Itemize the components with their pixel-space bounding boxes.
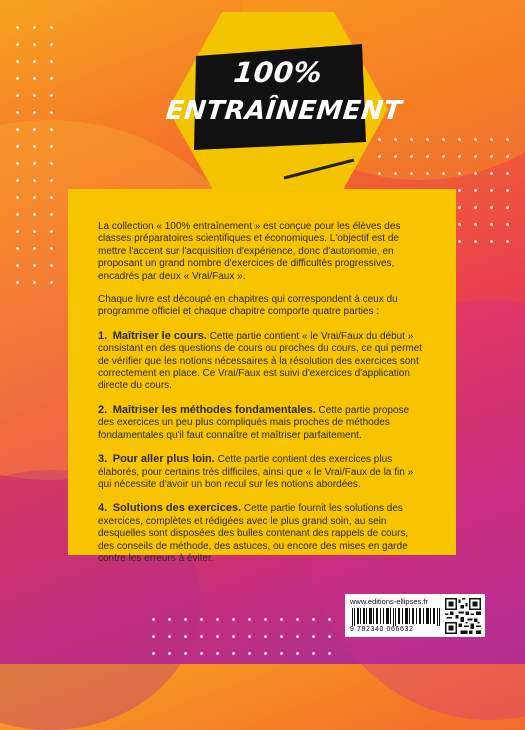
part-title: Pour aller plus loin. <box>112 453 215 466</box>
barcode-box <box>345 594 485 637</box>
isbn-number: 9 782340 066632 <box>350 626 414 633</box>
title-badge <box>164 10 404 208</box>
part-number: 2. <box>98 403 108 416</box>
publisher-website: www.editions-ellipses.fr <box>350 597 428 606</box>
description-panel <box>68 189 456 564</box>
badge-title-line1: 100% <box>232 56 324 89</box>
part-title: Solutions des exercices. <box>112 502 242 515</box>
intro-paragraph: La collection « 100% entraînement » est conçue pour les élèves des classes préparatoires scientifiques et économiques. L'objectif est de mettre l'accent sur l'acquisition d'expérience, donc d'autonomie, en proposant un grand nombre d'exercices de difficultés progressives, encadrés par deux « Vrai/Faux ». <box>98 221 401 282</box>
dot-grid-left <box>16 26 53 284</box>
intro-paragraph: Chaque livre est découpé en chapitres qui correspondent à ceux du programme officiel et chaque chapitre comporte quatre parties : <box>98 294 398 318</box>
part-title: Maîtriser le cours. <box>112 329 207 342</box>
part-number: 1. <box>98 329 108 342</box>
barcode-icon <box>352 608 440 626</box>
dot-grid-bottom <box>152 618 331 655</box>
part-paragraph <box>98 404 426 442</box>
part-text: Cette partie propose des exercices un peu plus compliqués mais proches de méthodes fondamentales qu'il faut connaître et maîtriser parfaitement. <box>98 404 410 441</box>
part-number: 4. <box>98 502 108 515</box>
part-paragraph <box>98 502 426 565</box>
part-number: 3. <box>98 453 108 466</box>
part-paragraph <box>98 330 426 393</box>
part-text: Cette partie fournit les solutions des exercices, complètes et rédigées avec le plus grand soin, au sein desquelles sont disposées des bulles contenant des rappels de cours, des conseils de méthode, des astuces, ou encore des mises en garde contre les erreurs à éviter. <box>98 503 409 564</box>
part-paragraph <box>98 453 426 491</box>
badge-title-line2: ENTRAÎNEMENT <box>164 96 404 126</box>
qr-code-icon <box>445 598 481 634</box>
part-text: Cette partie contient des exercices plus élaborés, pour certains très difficiles, ainsi que « le Vrai/Faux de la fin » qui nécessite d'avoir un bon recul sur les notions abordées. <box>98 454 414 490</box>
part-text: Cette partie contient « le Vrai/Faux du début » consistant en des questions de cours ou proches du cours, ce qui permet de vérifier que les notions nécessaires à la résolution des exercices sont correctement en place. Ce Vrai/Faux est suivi d'exercices d'application directe du cours. <box>98 330 423 392</box>
part-title: Maîtriser les méthodes fondamentales. <box>112 403 316 416</box>
